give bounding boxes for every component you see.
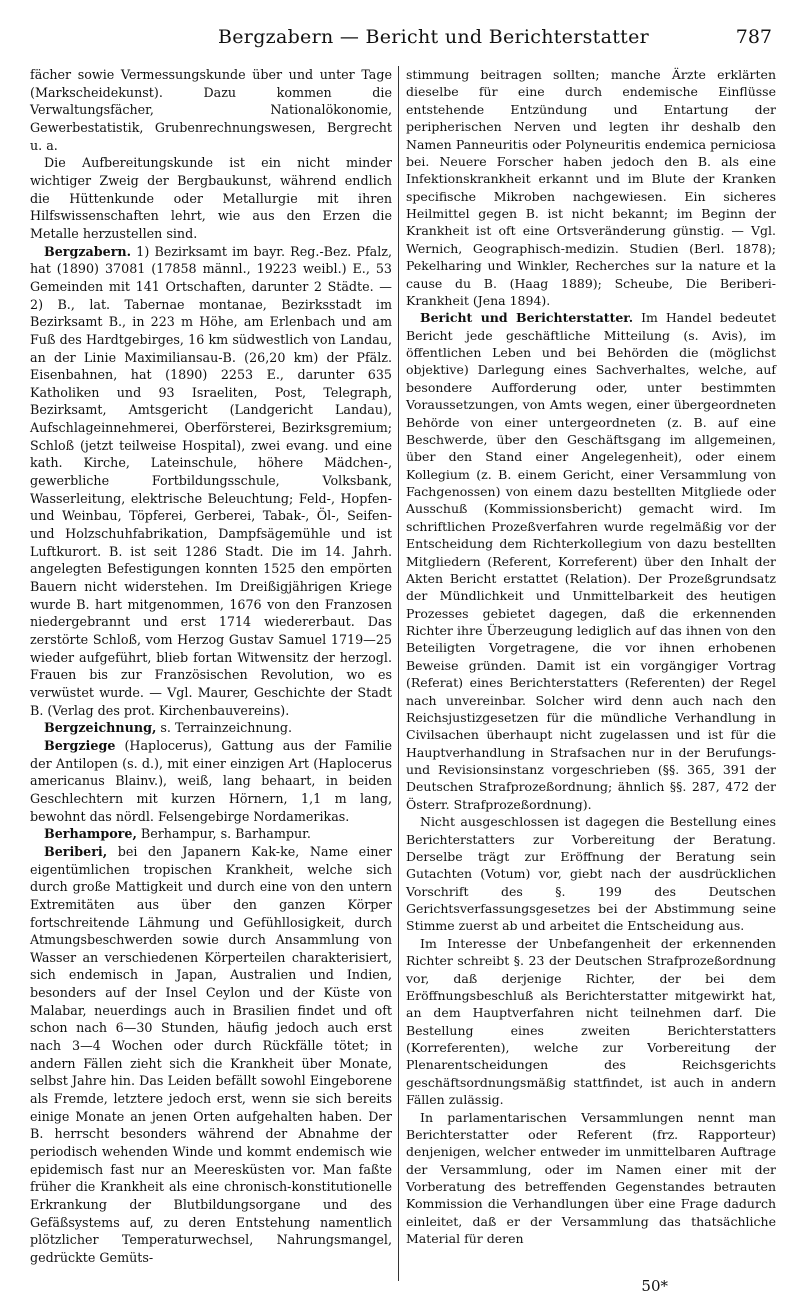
signature-mark: 50* (641, 1277, 668, 1295)
paragraph: Im Interesse der Unbefangenheit der erkennenden Richter schreibt §. 23 der Deutschen Strafprozeßordnung vor, daß derjenige Richter, der bei dem Eröffnungsbeschluß als Berichterstatter mitgewirkt hat, an dem Hauptverfahren nicht teilnehmen darf. Die Bestellung eines zweiten Berichterstatters (Korreferenten), welche zur Vorbereitung der Plenarentscheidungen des Reichsgerichts geschäftsordnungsmäßig stattfindet, ist auch in andern Fällen zulässig. (406, 935, 776, 1108)
running-title: Bergzabern — Bericht und Berichterstatter (218, 26, 650, 48)
paragraph: fächer sowie Vermessungskunde über und unter Tage (Markscheidekunst). Dazu kommen die Verwaltungsfächer, Nationalökonomie, Gewerbestatistik, Grubenrechnungswesen, Bergrecht u. a. (30, 67, 392, 153)
paragraph: Die Aufbereitungskunde ist ein nicht minder wichtiger Zweig der Bergbaukunst, während endlich die Hüttenkunde oder Metallurgie mit ihren Hilfswissenschaften lehrt, wie aus den Erzen die Metalle herzustellen sind. (30, 155, 392, 241)
column-divider (398, 66, 399, 1281)
entry-bergzeichnung: Bergzeichnung, s. Terrainzeichnung. (44, 720, 293, 736)
headword: Bericht und Berichterstatter. (420, 310, 634, 326)
paragraph: stimmung beitragen sollten; manche Ärzte erklärten dieselbe für eine durch endemische Einflüsse entstehende Entzündung und Entartung der peripherischen Nerven und legten ihr deshalb den Namen Panneuritis oder Polyneuritis endemica perniciosa bei. Neuere Forscher haben jedoch den B. als eine Infektionskrankheit erkannt und im Blute der Kranken specifische Mikroben nachgewiesen. Ein sicheres Heilmittel gegen B. ist nicht bekannt; im Beginn der Krankheit ist oft eine Ortsveränderung günstig. — Vgl. Wernich, Geographisch-medizin. Studien (Berl. 1878); Pekelharing und Winkler, Recherches sur la nature et la cause du B. (Haag 1889); Scheube, Die Beriberi-Krankheit (Jena 1894). (406, 67, 776, 308)
headword: Bergzabern. (44, 243, 132, 259)
headword: Beriberi, (44, 843, 108, 859)
entry-bericht: Bericht und Berichterstatter. Im Handel bedeutet Bericht jede geschäftliche Mitteilung (s. Avis), im öffentlichen Leben und bei Behörden die (möglichst objektive) Darlegung eines Sachverhaltes, welche, auf besondere Aufforderung oder, unter bestimmten Voraussetzungen, von Amts wegen, einer übergeordneten Behörde von einer untergeordneten (z. B. auf eine Beschwerde, über den Geschäftsgang im allgemeinen, über den Stand einer Angelegenheit), oder einem Kollegium (z. B. einem Gericht, einer Versammlung von Fachgenossen) von einem dazu bestellten Mitgliede oder Ausschuß (Kommissionsbericht) gemacht wird. Im schriftlichen Prozeßverfahren wurde regelmäßig vor der Entscheidung dem Richterkollegium von dazu bestellten Mitgliedern (Referent, Korreferent) über den Inhalt der Akten Bericht erstattet (Relation). Der Prozeßgrundsatz der Mündlichkeit und Unmittelbarkeit des heutigen Prozesses gebietet dagegen, daß die erkennenden Richter ihre Überzeugung lediglich auf das ihnen von den Beteiligten Vorgetragene, die vor ihnen erhobenen Beweise gründen. Damit ist ein vorgängiger Vortrag (Referat) eines Berichterstatters (Referenten) der Regel nach unvereinbar. Solcher wird denn auch nach den Reichsjustizgesetzen für die mündliche Verhandlung in Civilsachen überhaupt nicht zugelassen und ist für die Hauptverhandlung in Strafsachen nur in der Berufungs- und Revisionsinstanz vorgeschrieben (§§. 365, 391 der Deutschen Strafprozeßordnung; ähnlich §§. 287, 472 der Österr. Strafprozeßordnung). (406, 310, 777, 812)
entry-berhampore: Berhampore, Berhampur, s. Barhampur. (44, 826, 311, 842)
entry-bergzabern: Bergzabern. 1) Bezirksamt im bayr. Reg.-Bez. Pfalz, hat (1890) 37081 (17858 männl., 19223 weibl.) E., 53 Gemeinden mit 141 Ortschaften, darunter 2 Städte. — 2) B., lat. Tabernae montanae, Bezirksstadt im Bezirksamt B., in 223 m Höhe, am Erlenbach und am Fuß des Hardtgebirges, 16 km südwestlich von Landau, an der Linie Maximiliansau-B. (26,20 km) der Pfälz. Eisenbahnen, hat (1890) 2253 E., darunter 635 Katholiken und 93 Israeliten, Post, Telegraph, Bezirksamt, Amtsgericht (Landgericht Landau), Aufschlageinnehmerei, Oberförsterei, Bezirksgremium; Schloß (jetzt teilweise Hospital), zwei evang. und eine kath. Kirche, Lateinschule, höhere Mädchen-, gewerbliche Fortbildungsschule, Volksbank, Wasserleitung, elektrische Beleuchtung; Feld-, Hopfen- und Weinbau, Töpferei, Gerberei, Tabak-, Öl-, Seifen- und Holzschuhfabrikation, Dampfsägemühle und ist Luftkurort. B. ist seit 1286 Stadt. Die im 14. Jahrh. angelegten Befestigungen konnten 1525 den empörten Bauern nicht widerstehen. Im Dreißigjährigen Kriege wurde B. hart mitgenommen, 1676 von den Franzosen niedergebrannt und erst 1714 wiedererbaut. Das zerstörte Schloß, vom Herzog Gustav Samuel 1719—25 wieder aufgeführt, blieb fortan Witwensitz der herzogl. Frauen bis zur Französischen Revolution, wo es verwüstet wurde. — Vgl. Maurer, Geschichte der Stadt B. (Verlag des prot. Kirchenbauvereins). (30, 243, 392, 718)
headword: Bergziege (44, 737, 116, 753)
entry-beriberi: Beriberi, bei den Japanern Kak-ke, Name einer eigentümlichen tropischen Krankheit, welche sich durch große Mattigkeit und durch eine von den untern Extremitäten aus über den ganzen Körper fortschreitende Lähmung und Gefühllosigkeit, durch Atmungsbeschwerden sowie durch Ansammlung von Wasser an verschiedenen Körperteilen charakterisiert, sich endemisch in Japan, Australien und Indien, besonders auf der Insel Ceylon und der Küste von Malabar, neuerdings auch in Brasilien findet und oft schon nach 6—30 Stunden, häufig jedoch auch erst nach 3—4 Wochen oder durch Rückfälle tötet; in andern Fällen zieht sich die Krankheit über Monate, selbst Jahre hin. Das Leiden befällt sowohl Eingeborene als Fremde, letztere jedoch erst, wenn sie sich bereits einige Monate an jenen Orten aufgehalten haben. Der B. herrscht besonders während der Abnahme der periodisch wehenden Winde und kommt endemisch wie epidemisch fast nur an Meeresküsten vor. Man faßte früher die Krankheit als eine chronisch-konstitutionelle Erkrankung der Blutbildungsorgane und des Gefäßsystems auf, zu deren Entstehung namentlich plötzlicher Temperaturwechsel, Nahrungsmangel, gedrückte Gemüts- (30, 843, 392, 1265)
right-column (406, 66, 776, 1248)
headword: Berhampore, (44, 826, 137, 842)
paragraph: Nicht ausgeschlossen ist dagegen die Bestellung eines Berichterstatters zur Vorbereitung der Beratung. Derselbe trägt zur Eröffnung der Beratung sein Gutachten (Votum) vor, giebt nach der ausdrücklichen Vorschrift des §. 199 des Deutschen Gerichtsverfassungsgesetzes bei der Abstimmung seine Stimme zuerst ab und arbeitet die Entscheidung aus. (406, 814, 776, 934)
entry-bergziege: Bergziege (Haplocerus), Gattung aus der Familie der Antilopen (s. d.), mit einer einzigen Art (Haplocerus americanus Blainv.), weiß, lang behaart, in beiden Geschlechtern mit kurzen Hörnern, 1,1 m lang, bewohnt das nördl. Felsengebirge Nordamerikas. (30, 737, 392, 824)
page-header (28, 22, 780, 54)
page-number: 787 (735, 26, 772, 48)
headword: Bergzeichnung, (44, 720, 157, 736)
paragraph: In parlamentarischen Versammlungen nennt man Berichterstatter oder Referent (frz. Rapporteur) denjenigen, welcher entweder im unmittelbaren Auftrage der Versammlung, oder im Namen einer mit der Vorberatung des betreffenden Gegenstandes betrauten Kommission die Verhandlungen über eine Frage dadurch einleitet, daß er der Versammlung das thatsächliche Material für deren (406, 1109, 776, 1247)
left-column (30, 66, 392, 1267)
